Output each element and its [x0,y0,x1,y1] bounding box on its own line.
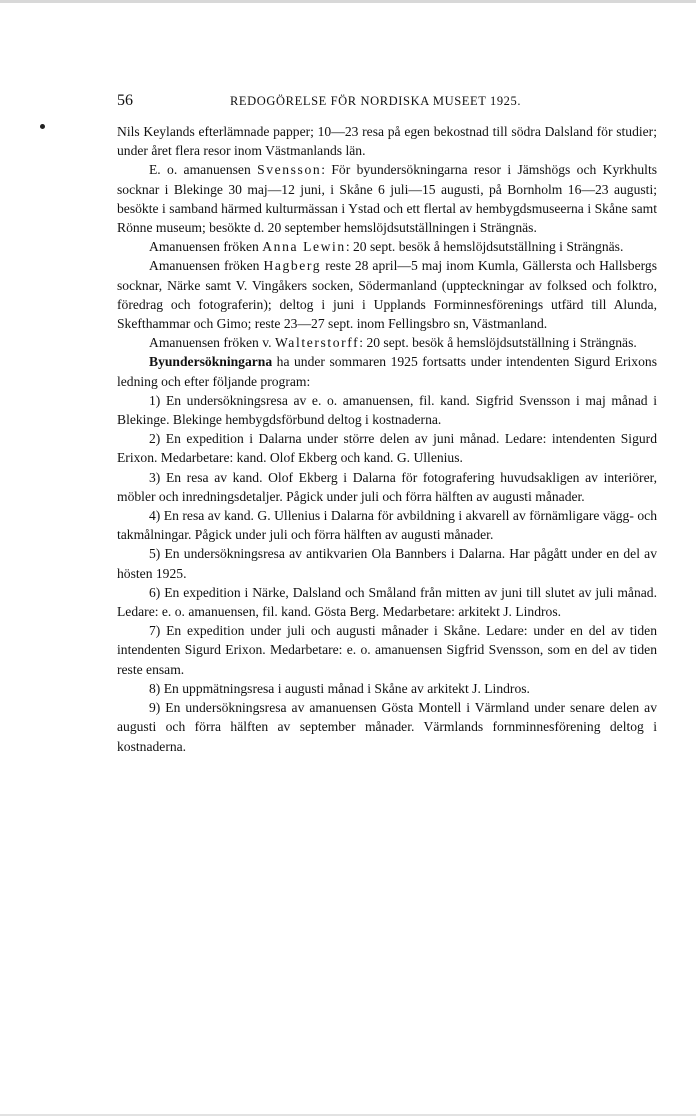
person-name: Anna Lewin [262,239,346,255]
paragraph-text-pre: Amanuensen fröken [149,239,263,255]
paragraph-text-post: : För byundersökningarna resor i Jämshögs och Kyrkhults socknar i Blekinge 30 maj—12 juni, i Skåne 6 juli—15 augusti, på Bornholm 16—23 augusti; besökte i samband härmed kulturmässan i Ystad och ett flertal av hembygdsmuseerna i Skåne samt Rönne museum; besökte d. 20 september hemslöjdsutställningen i Strängnäs. [117,162,658,236]
program-item-7 [117,621,657,679]
page-header [117,92,657,112]
paragraph-text: 3) En resa av kand. Olof Ekberg i Dalarna för fotografering huvudsakligen av interiörer, möbler och inredningsdetaljer. Pågick under juli och förra hälften av augusti månader. [117,469,657,504]
program-item-1 [117,391,657,429]
margin-dot-mark [40,124,45,129]
paragraph-text: 2) En expedition i Dalarna under större delen av juni månad. Ledare: intendenten Sigurd Erixon. Medarbetare: kand. Olof Ekberg och kand. G. Ullenius. [117,431,657,466]
paragraph-keyland-papers [117,122,657,160]
program-item-9 [117,698,657,756]
program-item-4 [117,506,657,544]
person-name: Svensson [257,162,322,178]
paragraph-svensson [117,160,657,237]
paragraph-text: 8) En uppmätningsresa i augusti månad i Skåne av arkitekt J. Lindros. [149,680,530,696]
page-number: 56 [117,92,133,109]
paragraph-text: Nils Keylands efterlämnade papper; 10—23 resa på egen bekostnad till södra Dalsland för studier; under året flera resor inom Västmanlands län. [117,124,657,159]
paragraph-text: 9) En undersökningsresa av amanuensen Gösta Montell i Värmland under senare delen av augusti och förra hälften av september månader. Värmlands fornminnesförening deltog i kostnaderna. [117,700,657,754]
program-item-3 [117,468,657,506]
scan-edge-top [0,0,696,3]
program-item-6 [117,583,657,621]
paragraph-text-post: ha under sommaren 1925 fortsatts under intendenten Sigurd Erixons ledning och efter följande program: [117,354,657,389]
body-text [117,122,657,756]
paragraph-text: 5) En undersökningsresa av antikvarien Ola Bannbers i Dalarna. Har pågått under en del av hösten 1925. [117,546,657,581]
paragraph-lewin [117,237,657,256]
paragraph-text: 1) En undersökningsresa av e. o. amanuensen, fil. kand. Sigfrid Svensson i maj månad i Blekinge. Blekinge hembygdsförbund deltog i kostnaderna. [117,392,657,428]
paragraph-text-post: : 20 sept. besök å hemslöjdsutställning i Strängnäs. [345,239,624,255]
paragraph-text-post: reste 28 april—5 maj inom Kumla, Gällersta och Hallsbergs socknar, Närke samt V. Vingåkers socken, Södermanland (uppteckningar av folksed och folktro, föredrag och fotograferin); deltog i juni i Upplands Forminnesförenings utfärd till Alunda, Skefthammar och Gimo; reste 23—27 sept. inom Fellingsbro sn, Västmanland. [117,258,657,332]
paragraph-text-pre: E. o. amanuensen [149,162,258,178]
paragraph-text-pre: Amanuensen fröken [149,258,264,274]
paragraph-text-pre: Amanuensen fröken v. [149,335,275,351]
paragraph-hagberg [117,256,657,333]
program-item-2 [117,429,657,467]
paragraph-text-post: : 20 sept. besök å hemslöjdsutställning i Strängnäs. [359,335,637,351]
program-item-8 [117,679,657,698]
paragraph-byundersokningarna [117,352,657,390]
paragraph-text: 4) En resa av kand. G. Ullenius i Dalarna för avbildning i akvarell av förnämligare vägg- och takmålningar. Pågick under juli och förra hälften av augusti månader. [117,508,657,543]
person-name: Walterstorff [274,335,360,351]
running-head: REDOGÖRELSE FÖR NORDISKA MUSEET 1925. [230,94,522,108]
section-keyword: Byundersökningarna [149,354,273,370]
person-name: Hagberg [263,258,322,274]
program-item-5 [117,544,657,582]
paragraph-text: 7) En expedition under juli och augusti månader i Skåne. Ledare: under en del av tiden intendenten Sigurd Erixon. Medarbetare: e. o. amanuensen Sigfrid Svensson, som en del av tiden reste ensam. [117,623,657,677]
paragraph-walterstorff [117,333,657,352]
paragraph-text: 6) En expedition i Närke, Dalsland och Småland från mitten av juni till slutet av juli månad. Ledare: e. o. amanuensen, fil. kand. Gösta Berg. Medarbetare: arkitekt J. Lindros. [117,584,657,620]
